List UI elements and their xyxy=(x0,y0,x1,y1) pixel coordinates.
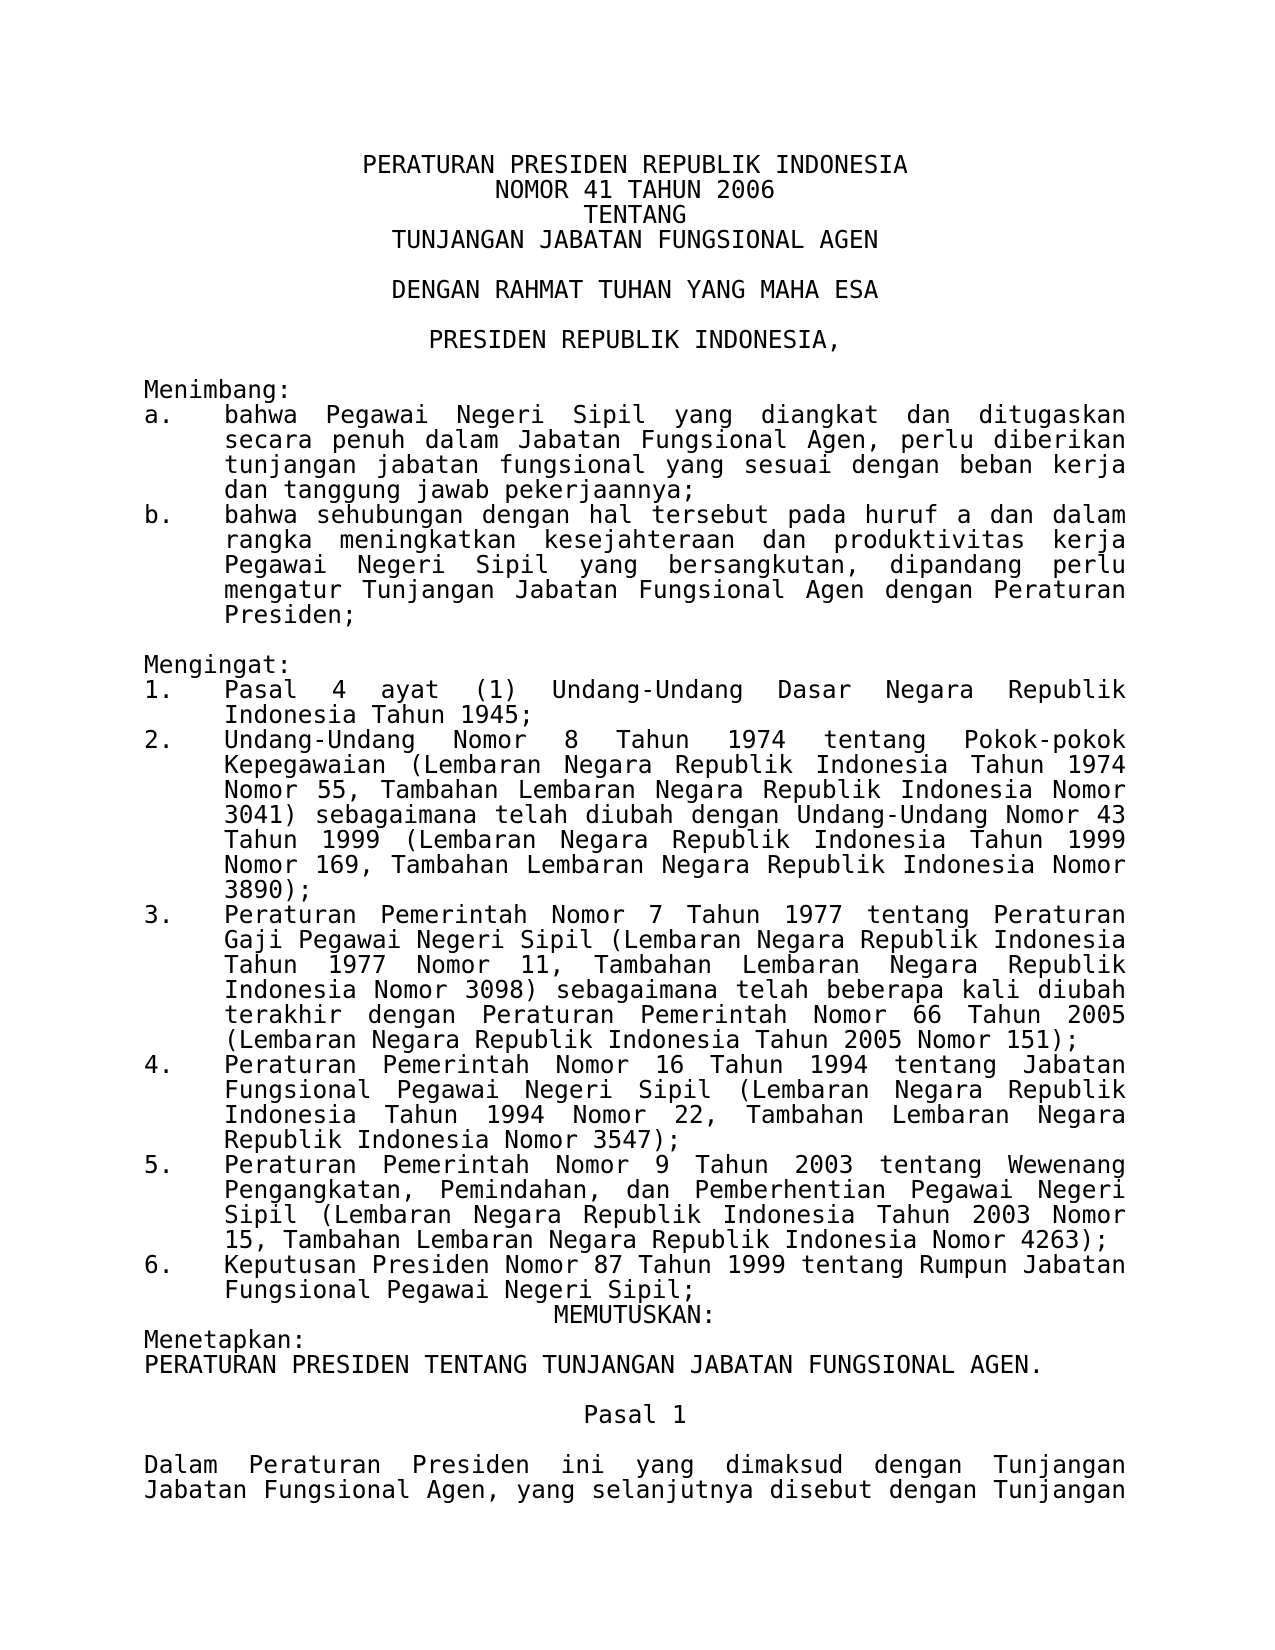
list-item-text xyxy=(224,402,1126,502)
doc-line: Fungsional Pegawai Negeri Sipil (Lembaran Negara Republik xyxy=(224,1075,1126,1104)
doc-line: Fungsional Pegawai Negeri Sipil; xyxy=(224,1275,697,1304)
menetapkan-label: Menetapkan: xyxy=(144,1325,307,1354)
doc-invocation: DENGAN RAHMAT TUHAN YANG MAHA ESA xyxy=(391,275,879,304)
list-item xyxy=(144,1052,1126,1152)
doc-line: Indonesia Nomor 3098) sebagaimana telah beberapa kali diubah xyxy=(224,975,1126,1004)
menimbang-label: Menimbang: xyxy=(144,375,292,404)
list-item-text xyxy=(224,1252,1126,1302)
doc-line: Jabatan Fungsional Agen, yang selanjutnya disebut dengan Tunjangan xyxy=(144,1475,1126,1504)
list-item-text xyxy=(224,727,1126,902)
doc-line: Peraturan Pemerintah Nomor 7 Tahun 1977 tentang Peraturan xyxy=(224,900,1126,929)
doc-line: Tahun 1999 (Lembaran Negara Republik Indonesia Tahun 1999 xyxy=(224,825,1126,854)
list-item-marker: 1. xyxy=(144,675,174,704)
doc-line: Pegawai Negeri Sipil yang bersangkutan, dipandang perlu xyxy=(224,550,1126,579)
doc-line: bahwa sehubungan dengan hal tersebut pada huruf a dan dalam xyxy=(224,500,1126,529)
list-item-text xyxy=(224,502,1126,627)
doc-line: 15, Tambahan Lembaran Negara Republik Indonesia Nomor 4263); xyxy=(224,1225,1110,1254)
doc-line: Pengangkatan, Pemindahan, dan Pemberhentian Pegawai Negeri xyxy=(224,1175,1126,1204)
doc-line: Pasal 4 ayat (1) Undang-Undang Dasar Negara Republik xyxy=(224,675,1126,704)
list-item-marker: b. xyxy=(144,500,174,529)
spacer xyxy=(144,352,1126,377)
document-content xyxy=(144,152,1126,1502)
menetapkan-body: PERATURAN PRESIDEN TENTANG TUNJANGAN JABATAN FUNGSIONAL AGEN. xyxy=(144,1350,1044,1379)
list-item xyxy=(144,1152,1126,1252)
pasal1-heading: Pasal 1 xyxy=(583,1400,687,1429)
doc-line: (Lembaran Negara Republik Indonesia Tahun 2005 Nomor 151); xyxy=(224,1025,1080,1054)
doc-title-line-3: TENTANG xyxy=(583,200,687,229)
list-item xyxy=(144,902,1126,1052)
doc-line: Tahun 1977 Nomor 11, Tambahan Lembaran Negara Republik xyxy=(224,950,1126,979)
spacer xyxy=(144,252,1126,277)
doc-line: secara penuh dalam Jabatan Fungsional Agen, perlu diberikan xyxy=(224,425,1126,454)
doc-line: Gaji Pegawai Negeri Sipil (Lembaran Negara Republik Indonesia xyxy=(224,925,1126,954)
doc-line: Nomor 169, Tambahan Lembaran Negara Republik Indonesia Nomor xyxy=(224,850,1126,879)
doc-line: rangka meningkatkan kesejahteraan dan produktivitas kerja xyxy=(224,525,1126,554)
spacer xyxy=(144,1427,1126,1452)
doc-line: 3890); xyxy=(224,875,313,904)
menimbang-list xyxy=(144,402,1126,627)
list-item-marker: 4. xyxy=(144,1050,174,1079)
doc-line: tunjangan jabatan fungsional yang sesuai dengan beban kerja xyxy=(224,450,1126,479)
list-item-text xyxy=(224,1052,1126,1152)
list-item-marker: 3. xyxy=(144,900,174,929)
doc-line: Peraturan Pemerintah Nomor 16 Tahun 1994 tentang Jabatan xyxy=(224,1050,1126,1079)
list-item xyxy=(144,727,1126,902)
doc-line: dan tanggung jawab pekerjaannya; xyxy=(224,475,697,504)
doc-line: Sipil (Lembaran Negara Republik Indonesia Tahun 2003 Nomor xyxy=(224,1200,1126,1229)
list-item-marker: 6. xyxy=(144,1250,174,1279)
doc-line: bahwa Pegawai Negeri Sipil yang diangkat dan ditugaskan xyxy=(224,400,1126,429)
pasal1-body xyxy=(144,1452,1126,1502)
list-item xyxy=(144,677,1126,727)
doc-line: Indonesia Tahun 1945; xyxy=(224,700,534,729)
doc-line: Indonesia Tahun 1994 Nomor 22, Tambahan Lembaran Negara xyxy=(224,1100,1126,1129)
doc-line: mengatur Tunjangan Jabatan Fungsional Agen dengan Peraturan xyxy=(224,575,1126,604)
doc-line: 3041) sebagaimana telah diubah dengan Undang-Undang Nomor 43 xyxy=(224,800,1126,829)
list-item-marker: 5. xyxy=(144,1150,174,1179)
spacer xyxy=(144,1377,1126,1402)
mengingat-label: Mengingat: xyxy=(144,650,292,679)
doc-title-line-1: PERATURAN PRESIDEN REPUBLIK INDONESIA xyxy=(362,150,908,179)
doc-line: terakhir dengan Peraturan Pemerintah Nomor 66 Tahun 2005 xyxy=(224,1000,1126,1029)
doc-line: Peraturan Pemerintah Nomor 9 Tahun 2003 tentang Wewenang xyxy=(224,1150,1126,1179)
doc-title-line-4: TUNJANGAN JABATAN FUNGSIONAL AGEN xyxy=(391,225,879,254)
doc-line: Dalam Peraturan Presiden ini yang dimaksud dengan Tunjangan xyxy=(144,1450,1126,1479)
doc-title-line-2: NOMOR 41 TAHUN 2006 xyxy=(494,175,776,204)
doc-line: Keputusan Presiden Nomor 87 Tahun 1999 tentang Rumpun Jabatan xyxy=(224,1250,1126,1279)
list-item-marker: 2. xyxy=(144,725,174,754)
doc-line: Undang-Undang Nomor 8 Tahun 1974 tentang Pokok-pokok xyxy=(224,725,1126,754)
doc-line: Presiden; xyxy=(224,600,357,629)
spacer xyxy=(144,302,1126,327)
spacer xyxy=(144,627,1126,652)
doc-line: Kepegawaian (Lembaran Negara Republik Indonesia Tahun 1974 xyxy=(224,750,1126,779)
list-item-text xyxy=(224,1152,1126,1252)
list-item xyxy=(144,1252,1126,1302)
doc-issuer: PRESIDEN REPUBLIK INDONESIA, xyxy=(428,325,842,354)
memutuskan-heading: MEMUTUSKAN: xyxy=(553,1300,717,1329)
mengingat-list xyxy=(144,677,1126,1302)
doc-line: Nomor 55, Tambahan Lembaran Negara Republik Indonesia Nomor xyxy=(224,775,1126,804)
list-item-marker: a. xyxy=(144,400,174,429)
list-item-text xyxy=(224,677,1126,727)
list-item xyxy=(144,402,1126,502)
doc-line: Republik Indonesia Nomor 3547); xyxy=(224,1125,682,1154)
list-item xyxy=(144,502,1126,627)
list-item-text xyxy=(224,902,1126,1052)
